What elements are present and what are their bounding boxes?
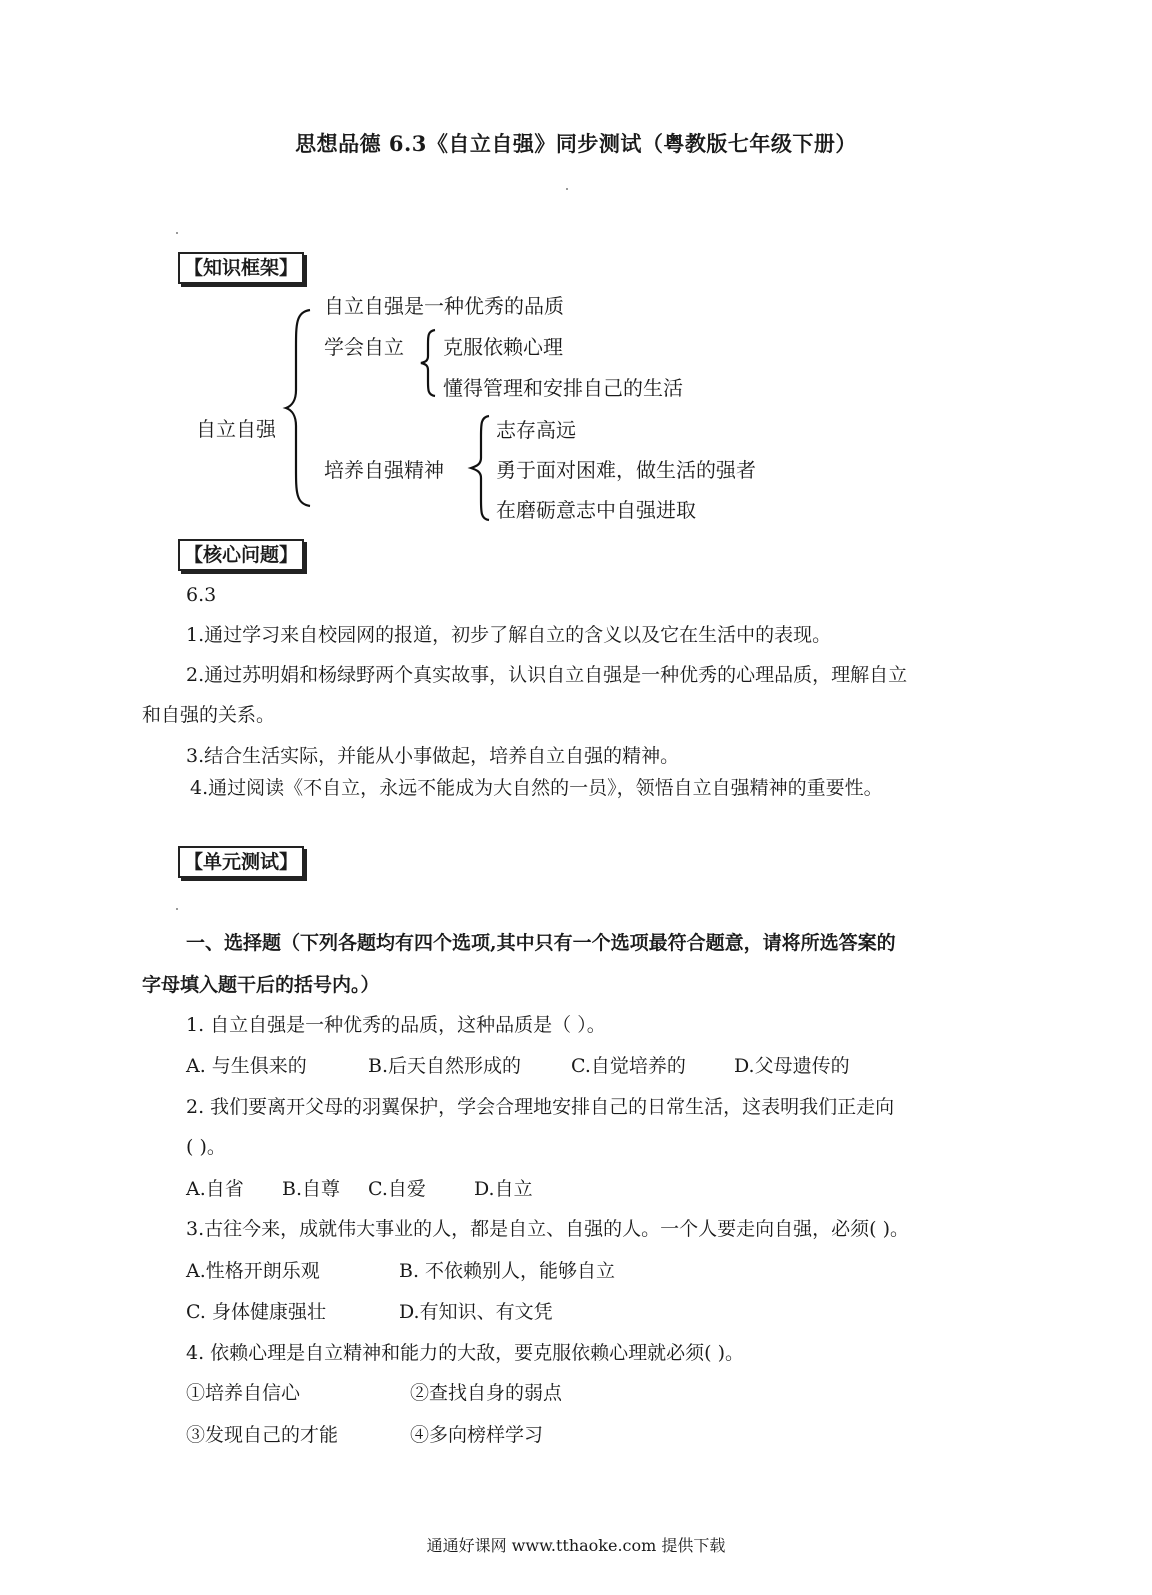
core-item-2-line-2: 和自强的关系。	[142, 704, 276, 726]
question-3-option-b: B. 不依赖别人，能够自立	[399, 1260, 616, 1282]
scan-speck	[176, 232, 178, 234]
question-3-option-c: C. 身体健康强壮	[186, 1301, 326, 1323]
core-number: 6.3	[186, 584, 217, 606]
framework-item-ambition: 志存高远	[496, 418, 576, 442]
question-2-option-c: C.自爱	[368, 1178, 426, 1200]
question-2-option-d: D.自立	[474, 1178, 533, 1200]
framework-item-face-difficulty: 勇于面对困难，做生活的强者	[496, 458, 756, 482]
question-1-option-b: B.后天自然形成的	[368, 1055, 522, 1077]
question-4-stem: 4. 依赖心理是自立精神和能力的大敌，要克服依赖心理就必须( )。	[186, 1342, 745, 1364]
question-1-stem: 1. 自立自强是一种优秀的品质，这种品质是（ ）。	[186, 1014, 606, 1036]
question-1-option-a: A. 与生俱来的	[186, 1055, 307, 1077]
test-instruction-line-2: 字母填入题干后的括号内。）	[142, 974, 380, 996]
framework-branch-learn-independence: 学会自立	[324, 335, 404, 359]
question-4-option-4: ④多向榜样学习	[410, 1424, 544, 1446]
framework-item-temper-will: 在磨砺意志中自强进取	[496, 498, 696, 522]
scan-speck	[176, 908, 178, 910]
section-label-core: 【核心问题】	[178, 539, 304, 571]
framework-branch-quality: 自立自强是一种优秀的品质	[324, 294, 564, 318]
question-3-option-a: A.性格开朗乐观	[186, 1260, 320, 1282]
core-item-4: 4.通过阅读《不自立，永远不能成为大自然的一员》，领悟自立自强精神的重要性。	[190, 777, 883, 799]
section-label-test: 【单元测试】	[178, 846, 304, 878]
framework-item-manage-life: 懂得管理和安排自己的生活	[443, 376, 683, 400]
framework-branch-self-strengthening: 培养自强精神	[324, 458, 444, 482]
question-2-option-a: A.自省	[186, 1178, 244, 1200]
core-item-2-line-1: 2.通过苏明娟和杨绿野两个真实故事，认识自立自强是一种优秀的心理品质，理解自立	[186, 664, 908, 686]
question-1-option-d: D.父母遗传的	[734, 1055, 850, 1077]
core-item-3: 3.结合生活实际，并能从小事做起，培养自立自强的精神。	[186, 745, 680, 767]
question-2-stem-line-2: ( )。	[186, 1136, 226, 1158]
question-1-option-c: C.自觉培养的	[571, 1055, 686, 1077]
question-3-stem: 3.古往今来，成就伟大事业的人，都是自立、自强的人。一个人要走向自强，必须( )。	[186, 1218, 909, 1240]
question-2-option-b: B.自尊	[282, 1178, 341, 1200]
framework-root: 自立自强	[196, 417, 276, 441]
question-3-option-d: D.有知识、有文凭	[399, 1301, 553, 1323]
scan-speck	[566, 188, 568, 190]
main-brace	[284, 308, 314, 508]
section-label-framework: 【知识框架】	[178, 252, 304, 284]
question-4-option-2: ②查找自身的弱点	[410, 1382, 563, 1404]
test-instruction-line-1: 一、选择题（下列各题均有四个选项,其中只有一个选项最符合题意，请将所选答案的	[186, 932, 896, 954]
document-title: 思想品德 6.3《自立自强》同步测试（粤教版七年级下册）	[295, 131, 857, 156]
question-4-option-1: ①培养自信心	[186, 1382, 301, 1404]
framework-item-overcome-dependence: 克服依赖心理	[443, 335, 563, 359]
question-4-option-3: ③发现自己的才能	[186, 1424, 339, 1446]
sub-brace-self-strengthening	[468, 414, 492, 522]
question-2-stem-line-1: 2. 我们要离开父母的羽翼保护，学会合理地安排自己的日常生活，这表明我们正走向	[186, 1096, 895, 1118]
core-item-1: 1.通过学习来自校园网的报道，初步了解自立的含义以及它在生活中的表现。	[186, 624, 832, 646]
page-footer: 通通好课网 www.tthaoke.com 提供下载	[426, 1536, 726, 1555]
sub-brace-independence	[418, 328, 438, 398]
